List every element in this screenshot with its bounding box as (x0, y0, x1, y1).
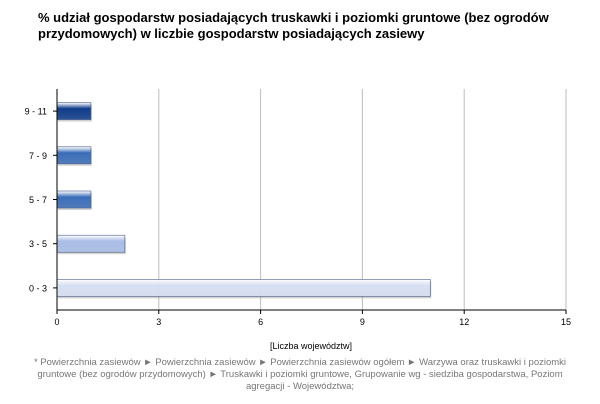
x-tick-label: 9 (359, 317, 365, 327)
bars (57, 103, 431, 299)
x-tick-label: 12 (459, 317, 470, 327)
y-tick-label: 3 - 5 (28, 239, 47, 250)
x-axis-label: [Liczba województw] (269, 341, 353, 351)
y-tick-label: 5 - 7 (28, 195, 47, 205)
source-footnote: * Powierzchnia zasiewów ► Powierzchnia zasiewów ► Powierzchnia zasiewów ogółem ► Warzywa oraz truskawki i poziomki gruntowe (bez ogrodów przydomowych) ► Truskawki i poziomki gruntowe, Grupowanie wg - siedziba gospodarstwa, Poziom agregacji - Województwa; (33, 357, 567, 392)
x-tick-label: 0 (54, 317, 60, 327)
x-tick-label: 3 (156, 317, 162, 327)
bar-3-5 (57, 235, 125, 252)
grid-lines (159, 89, 566, 310)
y-tick-label: 7 - 9 (28, 150, 47, 161)
bar-9-11 (57, 103, 91, 120)
bar-5-7 (57, 191, 91, 208)
bar-7-9 (57, 147, 91, 164)
bar-0-3 (57, 279, 430, 296)
x-tick-label: 6 (258, 317, 264, 327)
y-tick-label: 9 - 11 (24, 106, 47, 117)
chart-title: % udział gospodarstw posiadających truskawki i poziomki gruntowe (bez ogrodów przydomowych) w liczbie gospodarstw posiadających zasiewy (38, 10, 549, 41)
y-tick-label: 0 - 3 (28, 283, 47, 294)
x-tick-label: 15 (560, 317, 572, 327)
